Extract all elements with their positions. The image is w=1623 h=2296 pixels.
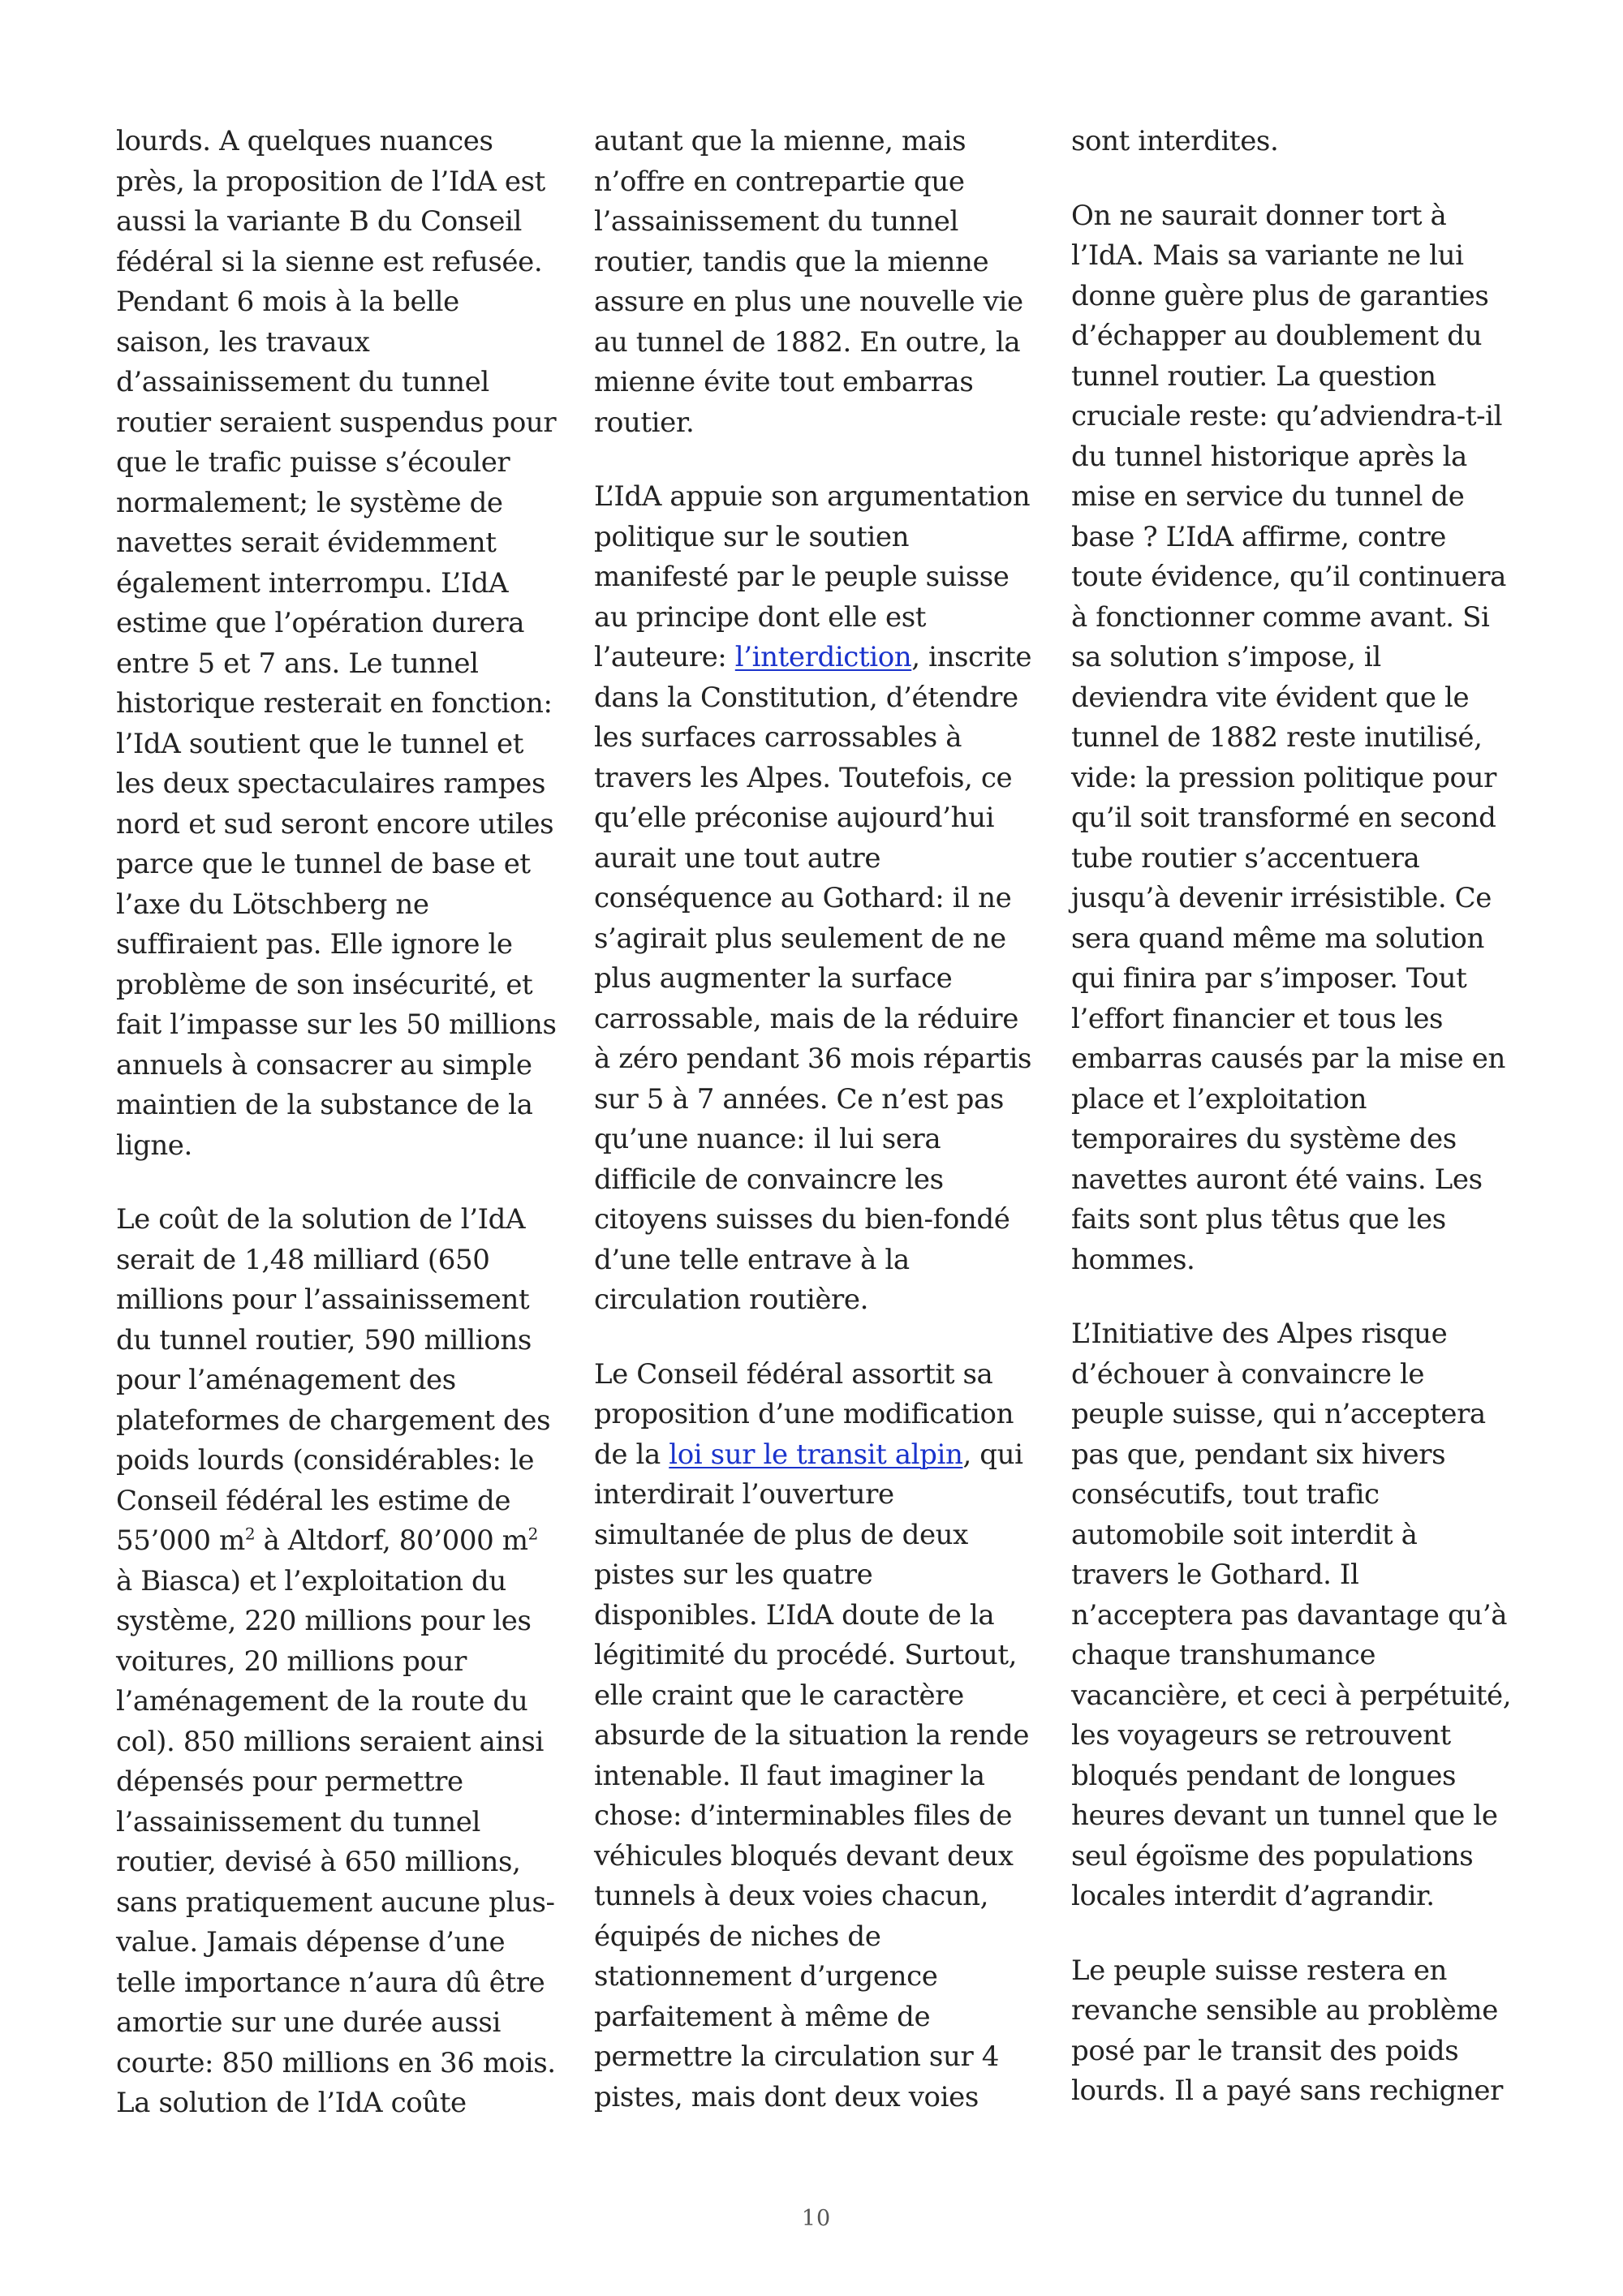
text-run: lourds. A quelques nuances près, la proposition de l’IdA est aussi la variante B du Conseil fédéral si la sienne est refusée. Pendant 6 mois à la belle saison, les travaux d’assainissement du tunnel routier seraient suspendus pour que le trafic puisse s’écouler normalement; le système de navettes serait évidemment également interrompu. L’IdA estime que l’opération durera entre 5 et 7 ans. Le tunnel historique resterait en fonction: l’IdA soutient que le tunnel et les deux spectaculaires rampes nord et sud seront encore utiles parce que le tunnel de base et l’axe du Lötschberg ne suffiraient pas. Elle ignore le problème de son insécurité, et fait l’impasse sur les 50 millions annuels à consacrer au simple maintien de la substance de la ligne.: [116, 125, 557, 1162]
text-run: , qui interdirait l’ouverture simultanée de plus de deux pistes sur les quatre disponibles. L’IdA doute de la légitimité du procédé. Surtout, elle craint que le caractère absurde de la situation la rende intenable. Il faut imaginer la chose: d’interminables files de véhicules bloqués devant deux tunnels à deux voies chacun, équipés de niches de stationnement d’urgence parfaitement à même de permettre la circulation sur 4 pistes, mais dont deux voies: [594, 1438, 1030, 2113]
text-run: autant que la mienne, mais n’offre en contrepartie que l’assainissement du tunnel routier, tandis que la mienne assure en plus une nouvelle vie au tunnel de 1882. En outre, la mienne évite tout embarras routier.: [594, 125, 1023, 439]
paragraph: [116, 122, 558, 1166]
text-run: Le peuple suisse restera en revanche sensible au problème posé par le transit des poids lourds. Il a payé sans rechigner: [1071, 1954, 1503, 2107]
text-column-2: [594, 122, 1036, 2118]
inline-link[interactable]: loi sur le transit alpin: [669, 1438, 963, 1471]
text-column-1: [116, 122, 558, 2124]
paragraph: [1071, 1314, 1513, 1917]
text-run: On ne saurait donner tort à l’IdA. Mais sa variante ne lui donne guère plus de garanties d’échapper au doublement du tunnel routier. La question cruciale reste: qu’adviendra-t-il du tunnel historique après la mise en service du tunnel de base ? L’IdA affirme, contre toute évidence, qu’il continuera à fonctionner comme avant. Si sa solution s’impose, il deviendra vite évident que le tunnel de 1882 reste inutilisé, vide: la pression politique pour qu’il soit transformé en second tube routier s’accentuera jusqu’à devenir irrésistible. Ce sera quand même ma solution qui finira par s’imposer. Tout l’effort financier et tous les embarras causés par la mise en place et l’exploitation temporaires du système des navettes auront été vains. Les faits sont plus têtus que les hommes.: [1071, 199, 1506, 1276]
paragraph: [1071, 122, 1513, 162]
text-run: L’IdA appuie son argumentation politique sur le soutien manifesté par le peuple suisse au principe dont elle est l’auteure:: [594, 480, 1031, 673]
page-number: 10: [801, 2206, 832, 2231]
inline-link[interactable]: l’interdiction: [734, 641, 912, 673]
text-run: à Altdorf, 80’000 m: [255, 1524, 528, 1557]
paragraph: [594, 122, 1036, 443]
text-run: , inscrite dans la Constitution, d’étendre les surfaces carrossables à travers les Alpes. Toutefois, ce qu’elle préconise aujourd’hui aurait une tout autre conséquence au Gothard: il ne s’agirait plus seulement de ne plus augmenter la surface carrossable, mais de la réduire à zéro pendant 36 mois répartis sur 5 à 7 années. Ce n’est pas qu’une nuance: il lui sera difficile de convaincre les citoyens suisses du bien-fondé d’une telle entrave à la circulation routière.: [594, 641, 1032, 1316]
text-run: Le Conseil fédéral assortit sa proposition d’une modification de la: [594, 1357, 1014, 1471]
text-run: à Biasca) et l’exploitation du système, 220 millions pour les voitures, 20 millions pour l’aménagement de la route du col). 850 millions seraient ainsi dépensés pour permettre l’assainissement du tunnel routier, devisé à 650 millions, sans pratiquement aucune plus-value. Jamais dépense d’une telle importance n’aura dû être amortie sur une durée aussi courte: 850 millions en 36 mois. La solution de l’IdA coûte: [116, 1564, 556, 2119]
superscript: 2: [527, 1524, 538, 1544]
text-run: Le coût de la solution de l’IdA serait de 1,48 milliard (650 millions pour l’assainissement du tunnel routier, 590 millions pour l’aménagement des plateformes de chargement des poids lourds (considérables: le Conseil fédéral les estime de 55’000 m: [116, 1203, 551, 1557]
text-column-3: [1071, 122, 1513, 2112]
paragraph: [594, 1355, 1036, 2118]
text-run: sont interdites.: [1071, 125, 1279, 157]
paragraph: [594, 477, 1036, 1321]
paragraph: [1071, 196, 1513, 1281]
text-run: L’Initiative des Alpes risque d’échouer à convaincre le peuple suisse, qui n’acceptera pas que, pendant six hivers consécutifs, tout trafic automobile soit interdit à travers le Gothard. Il n’acceptera pas davantage qu’à chaque transhumance vacancière, et ceci à perpétuité, les voyageurs se retrouvent bloqués pendant de longues heures devant un tunnel que le seul égoïsme des populations locales interdit d’agrandir.: [1071, 1318, 1512, 1912]
paragraph: [116, 1200, 558, 2124]
paragraph: [1071, 1951, 1513, 2112]
superscript: 2: [244, 1524, 256, 1544]
